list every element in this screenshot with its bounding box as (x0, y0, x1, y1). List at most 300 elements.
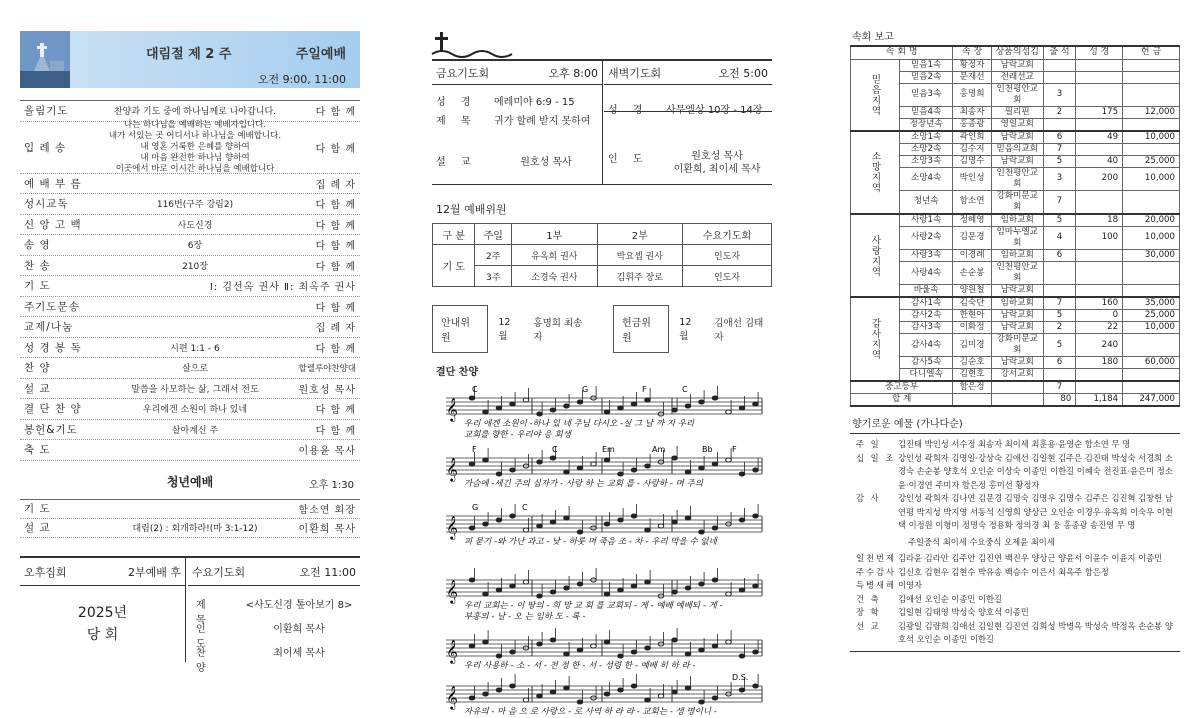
table-row (851, 285, 1180, 298)
table-row (851, 322, 1180, 334)
treble-clef-icon: 𝄞 (446, 685, 458, 709)
cell (1076, 71, 1123, 83)
note (604, 522, 610, 526)
row-person: 다 함 께 (315, 107, 356, 119)
note (510, 514, 516, 518)
cell (1123, 262, 1180, 285)
note (753, 584, 759, 588)
youth-worship-title: 청년예배 (166, 474, 214, 489)
cell: 김문경 (953, 226, 992, 249)
cell: 김수지 (953, 143, 992, 155)
header-cell: 헌 금 (1123, 46, 1180, 59)
worship-order-row (20, 101, 360, 122)
cell: 김휘주 장로 (597, 266, 682, 287)
cell: 박인성 (953, 167, 992, 190)
worship-order-column (20, 0, 360, 674)
note (672, 456, 678, 460)
note (699, 400, 705, 404)
row-person: 다 함 께 (315, 343, 356, 355)
note (496, 518, 502, 522)
note (564, 686, 570, 690)
table-row (851, 167, 1180, 190)
note (712, 644, 718, 648)
note (645, 698, 651, 702)
service-time: 오전 9:00, 11:00 (257, 73, 346, 86)
table-row (851, 297, 1180, 310)
lyric-line: 피 묻기 -와 가난 과고 - 낮 - 하룻 며 죽음 조 - 차 - 우리 막을 수 없네 (464, 537, 717, 547)
row-label: 설 교 (24, 382, 51, 395)
note (712, 696, 718, 700)
lyric-line: 이곳에서 바로 이시간 하나님을 예배합니다 (115, 163, 275, 174)
note (631, 402, 637, 406)
week-cell: 3주 (475, 266, 512, 287)
cell: 사랑3속 (900, 249, 953, 261)
note (550, 408, 556, 412)
cell: 20,000 (1123, 214, 1180, 227)
row-label: 주기도문송 (24, 300, 80, 313)
row-label: 봉헌&기도 (24, 423, 78, 436)
cell: 인천평안교회 (991, 83, 1043, 106)
cell: 청년속 (900, 190, 953, 214)
note (469, 696, 475, 700)
offering-row (850, 593, 1180, 607)
note (510, 468, 516, 472)
note (618, 518, 624, 522)
cell: 바울속 (900, 285, 953, 298)
lyric-line: 내 영혼 거룩한 은혜를 향하여 (140, 141, 250, 152)
note (604, 640, 610, 644)
offering-row (850, 606, 1180, 620)
cell (1043, 59, 1076, 71)
friday-dawn-prayer (432, 59, 772, 185)
offering-category: 득병새해 (856, 580, 897, 591)
treble-clef-icon: 𝄞 (446, 515, 458, 539)
cell: 240 (1076, 334, 1123, 357)
table-row (851, 59, 1180, 71)
cell (1043, 262, 1076, 285)
table-row (851, 143, 1180, 155)
cell: 남락교회 (991, 310, 1043, 322)
note (699, 700, 705, 704)
note (550, 590, 556, 594)
worship-order-row (20, 235, 360, 256)
usher-label: 안내위원 (432, 305, 488, 353)
note (537, 524, 543, 528)
row-label: 올림기도 (24, 105, 69, 118)
offering-row (850, 552, 1180, 566)
cell: 25,000 (1123, 310, 1180, 322)
note (496, 588, 502, 592)
note (658, 694, 664, 698)
cell: 김명수 (953, 155, 992, 167)
row-content: 시편 1:1 - 6 (170, 343, 220, 354)
cell: 7 (1043, 381, 1076, 394)
note (469, 462, 475, 466)
cell: 황정자 (953, 59, 992, 71)
lyric-line: 우리 교회는 - 이 땅의 - 희 망 교 회 를 교회되 - 게 - 예배 예배되 - 게 - (464, 601, 723, 611)
cell: 김현호 (953, 369, 992, 382)
table-row (851, 381, 1180, 394)
table-row (851, 190, 1180, 214)
table-row (851, 249, 1180, 261)
note (577, 648, 583, 652)
cell (1043, 118, 1076, 131)
cell: 홍명희 (953, 83, 992, 106)
header-cell: 속 회 명 (851, 46, 953, 59)
offering-category: 주 일 (856, 439, 881, 450)
row-content: 6장 (187, 241, 203, 252)
youth-row (20, 519, 360, 538)
note (753, 468, 759, 472)
afternoon-note: 2부예배 후 (128, 565, 181, 579)
divider (602, 61, 603, 184)
row-label: 찬 양 (24, 362, 51, 375)
cell (1076, 83, 1123, 106)
cell: 7 (1043, 143, 1076, 155)
offering-team-label: 헌금위원 (613, 305, 669, 353)
cell (1076, 143, 1123, 155)
dawn-header (604, 61, 772, 85)
cell: 3 (1043, 167, 1076, 190)
table-row (851, 262, 1180, 285)
cell (1043, 285, 1076, 298)
header-cell: 성 경 (1076, 46, 1123, 59)
cell: 믿음3속 (900, 83, 953, 106)
treble-clef-icon: 𝄞 (446, 579, 458, 603)
cell: 25,000 (1123, 155, 1180, 167)
note (672, 590, 678, 594)
value: 원호성 목사 (520, 157, 572, 168)
note (510, 650, 516, 654)
note (564, 586, 570, 590)
note (550, 690, 556, 694)
cell: 7 (1043, 190, 1076, 214)
note (483, 692, 489, 696)
cell: 박요셉 권사 (597, 245, 682, 266)
cell: 사랑4속 (900, 262, 953, 285)
chord-label: C (682, 385, 688, 394)
note (483, 640, 489, 644)
cell: 유옥희 권사 (512, 245, 597, 266)
cell: 감사4속 (900, 334, 953, 357)
note (699, 466, 705, 470)
worship-order-row (20, 174, 360, 195)
cell: 믿음4속 (900, 106, 953, 118)
cell: 247,000 (1123, 394, 1180, 407)
note (523, 528, 529, 532)
header-cell: 주일 (475, 224, 512, 245)
cell: 영일교회 (991, 118, 1043, 131)
youth-row (20, 500, 360, 519)
cell: 소경숙 권사 (512, 266, 597, 287)
value: 사무엘상 10장 - 14장 (666, 105, 763, 116)
header-cell: 수요기도회 (682, 224, 771, 245)
worship-order-row (20, 256, 360, 277)
cell (1043, 369, 1076, 382)
offering-team-month: 12월 (679, 316, 692, 342)
row-content: 210장 (182, 261, 208, 272)
note (496, 406, 502, 410)
cell: 정장년속 (900, 118, 953, 131)
note (739, 654, 745, 658)
chord-label: C (552, 445, 558, 454)
cell (1076, 381, 1123, 394)
dawn-title: 새벽기도회 (608, 66, 662, 80)
worship-order-row (20, 420, 360, 441)
cell: 인천평안교회 (991, 167, 1043, 190)
evening-section (20, 556, 360, 674)
note (564, 516, 570, 520)
row-content: 말씀을 사모하는 삶, 그래서 전도 (131, 384, 259, 395)
committee-label: 당 회 (86, 626, 119, 643)
december-committee-table (432, 223, 772, 287)
value: 귀가 할례 받지 못하여 (494, 116, 591, 127)
note (685, 686, 691, 690)
cell: 10,000 (1123, 131, 1180, 144)
prayer-meetings-column (432, 0, 772, 718)
youth-worship-order (20, 499, 360, 538)
dawn-time: 오전 5:00 (718, 66, 768, 80)
row-label: 신 앙 고 백 (24, 218, 82, 231)
table-row (433, 245, 772, 266)
cell: 200 (1076, 167, 1123, 190)
worship-order-row (20, 399, 360, 420)
cell: 임하교회 (991, 297, 1043, 310)
dawn-scripture (604, 99, 772, 118)
cell: 10,000 (1123, 226, 1180, 249)
cell: 남락교회 (991, 285, 1043, 298)
cell: 160 (1076, 297, 1123, 310)
chord-label: G (472, 503, 479, 512)
table-row (851, 226, 1180, 249)
cell (1076, 118, 1123, 131)
cell: 6 (1043, 249, 1076, 261)
row-content (100, 120, 290, 175)
cell: 소망1속 (900, 131, 953, 144)
offering-names: 이영자 (898, 580, 923, 591)
header-cell: 구 분 (433, 224, 475, 245)
cell (991, 394, 1043, 407)
cell: 최송자 (953, 106, 992, 118)
cell: 인천평안교회 (991, 262, 1043, 285)
row-person: 원호성 목사 (298, 384, 356, 396)
hymn-title: 결단 찬양 (436, 367, 479, 378)
note (604, 458, 610, 462)
cell: 정혜영 (953, 214, 992, 227)
cell: 인도자 (682, 266, 771, 287)
chord-label: G (582, 385, 589, 394)
cell: 60,000 (1123, 357, 1180, 369)
worship-order-row (20, 297, 360, 318)
cell: 소망2속 (900, 143, 953, 155)
row-person: 함소연 회장 (298, 505, 356, 516)
note (550, 638, 556, 642)
cell: 5 (1043, 155, 1076, 167)
note (631, 684, 637, 688)
offering-names: 김신호 김현우 김현수 박유송 백승수 이은서 최옥주 함은정 (898, 566, 1109, 577)
note (618, 406, 624, 410)
note (537, 642, 543, 646)
cell: 사랑2속 (900, 226, 953, 249)
friday-time: 오후 8:00 (548, 66, 598, 80)
cell: 김미경 (953, 334, 992, 357)
note (483, 522, 489, 526)
row-value: 이환희 목사 (273, 623, 325, 635)
label: 성 경 (608, 105, 649, 116)
note (631, 468, 637, 472)
note (537, 694, 543, 698)
note (618, 472, 624, 476)
cell (991, 381, 1043, 394)
row-person: 다 함 께 (315, 200, 356, 212)
wednesday-header (188, 564, 360, 586)
worship-order-row (20, 194, 360, 215)
row-label: 성 경 봉 독 (24, 341, 82, 354)
friday-header (432, 61, 602, 85)
offering-category: 십 일 조 (856, 452, 896, 463)
note (685, 586, 691, 590)
cell: 감사5속 (900, 357, 953, 369)
cell (1076, 285, 1123, 298)
friday-preacher (432, 151, 602, 170)
offering-row (850, 620, 1180, 647)
chord-label: Bb (702, 445, 713, 454)
usher-offering-row (432, 305, 772, 353)
note (604, 410, 610, 414)
afternoon-header (20, 564, 185, 586)
cell: 49 (1076, 131, 1123, 144)
offering-names: 김진태 박인성 서수정 최송자 최이세 최훈용·윤영순 함소연 무 명 (898, 439, 1131, 450)
cell: 남락교회 (991, 131, 1043, 144)
cell: 사랑1속 (900, 214, 953, 227)
table-header (851, 46, 1180, 59)
cell (1123, 118, 1180, 131)
header-cell: 1부 (512, 224, 597, 245)
row-content: 살으로 (181, 364, 209, 375)
cell-report-table (850, 45, 1180, 407)
chord-label: F (472, 445, 477, 454)
offering-list (850, 433, 1180, 652)
december-committee-title: 12월 예배위원 (436, 203, 507, 216)
offering-names: 강인성 곽희자 김나연 김문경 김명숙 김명우 김명수 김주은 김진혁 김창헌 남연평 박지성 박지영 서동석 신영희 양상근 오인순 이경우·유옥희 이숙우 이현택 이정원 이형미 정명숙 정용화 정의경 최 웅 홍종광 송진영 무 명 (898, 493, 1173, 531)
cell: 100 (1076, 226, 1123, 249)
table-row (851, 118, 1180, 131)
note (699, 648, 705, 652)
note (510, 584, 516, 588)
cell: 임마누엘교회 (991, 226, 1043, 249)
offering-row (850, 566, 1180, 580)
note (726, 592, 732, 596)
cell: 이화정 (953, 322, 992, 334)
lyric-line: 부흥의 - 날 - 오 는 임하 도 - 록 - (464, 612, 586, 622)
cell: 믿음1속 (900, 59, 953, 71)
table-row (851, 214, 1180, 227)
cell: 10,000 (1123, 322, 1180, 334)
row-label: 결 단 찬 양 (24, 403, 82, 416)
row-content: 대림(2) : 회개하라!(마 3:1-12) (132, 524, 258, 534)
row-label: 입 례 송 (24, 141, 67, 154)
note (753, 402, 759, 406)
note (496, 472, 502, 476)
note (604, 592, 610, 596)
chord-label: Em (602, 445, 615, 454)
row-person: 다 함 께 (315, 425, 356, 437)
cell: 강화미문교회 (991, 334, 1043, 357)
cell: 강서교회 (991, 369, 1043, 382)
offering-row (850, 536, 1180, 550)
cell (1123, 83, 1180, 106)
note (577, 582, 583, 586)
note (564, 470, 570, 474)
note (591, 462, 597, 466)
cell: 남락교회 (991, 357, 1043, 369)
cell: 35,000 (1123, 297, 1180, 310)
row-label: 축 도 (24, 444, 51, 457)
value: 이환희, 최이세 목사 (673, 164, 761, 175)
friday-scripture (432, 91, 602, 110)
note (672, 520, 678, 524)
chord-label: C (472, 385, 478, 394)
region-cell: 사랑지역 (851, 214, 900, 297)
cell: 80 (1043, 394, 1076, 407)
note (685, 404, 691, 408)
note (618, 654, 624, 658)
table-header (433, 224, 772, 245)
note (685, 516, 691, 520)
offering-category: 선 교 (856, 620, 881, 631)
region-cell: 소망지역 (851, 131, 900, 214)
treble-clef-icon: 𝄞 (446, 397, 458, 421)
note (753, 514, 759, 518)
header-cell: 2부 (597, 224, 682, 245)
cross-logo-icon (432, 30, 522, 58)
value: 에레미야 6:9 - 15 (494, 97, 575, 108)
dawn-lead (604, 148, 772, 178)
cell: 양원철 (953, 285, 992, 298)
cell: 문재선 (953, 71, 992, 83)
note (496, 688, 502, 692)
row-label: 성시교독 (24, 198, 69, 211)
cell: 4 (1043, 226, 1076, 249)
divider (185, 558, 186, 662)
note (523, 398, 529, 402)
cell: 3 (1043, 83, 1076, 106)
row-person: 다 함 께 (315, 220, 356, 232)
cell-report-title: 속회 보고 (852, 32, 894, 43)
lyric-line: 우리 사용하 - 소 - 서 - 전 정 한 - 서 - 성령 한 - 예배 히 하 라 - (464, 661, 696, 671)
note (631, 584, 637, 588)
table-row (851, 357, 1180, 369)
chord-label: Am (652, 445, 666, 454)
cell: 남락교회 (991, 155, 1043, 167)
total-row (851, 394, 1180, 407)
row-label: 송 영 (24, 239, 51, 252)
note (658, 524, 664, 528)
note (577, 400, 583, 404)
offering-category: 건 축 (856, 593, 881, 604)
note (604, 692, 610, 696)
row-person: 할렐루야찬양대 (298, 363, 356, 374)
cell: 함소연 (953, 190, 992, 214)
cell: 18 (1076, 214, 1123, 227)
year-committee (20, 602, 185, 646)
header-cell: 속 장 (953, 46, 992, 59)
cell: 믿음의교회 (991, 143, 1043, 155)
note (577, 466, 583, 470)
cell: 6 (1043, 357, 1076, 369)
cell (1076, 369, 1123, 382)
note (469, 578, 475, 582)
